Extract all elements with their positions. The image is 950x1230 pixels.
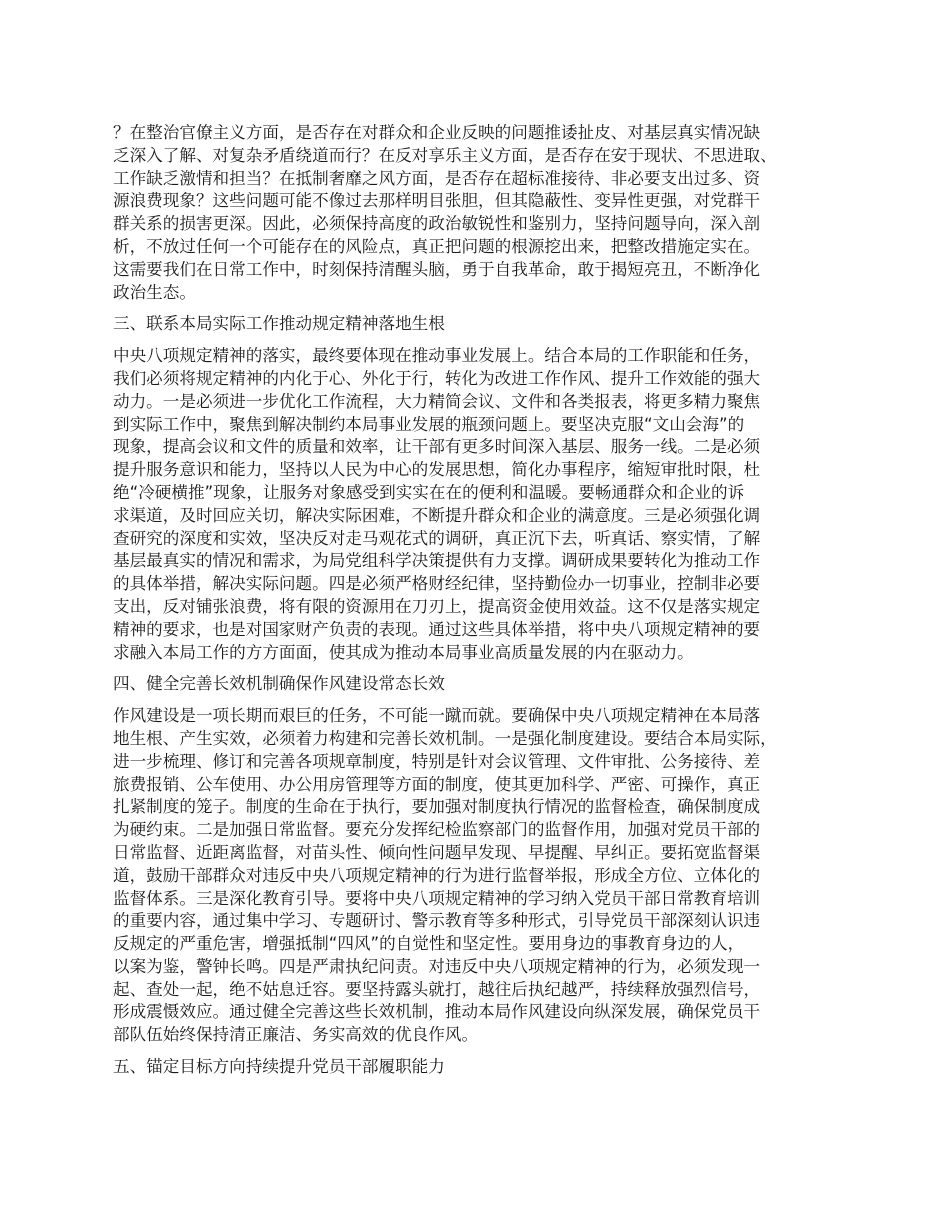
text-line: 群关系的损害更深。因此，必须保持高度的政治敏锐性和鉴别力，坚持问题导向，深入剖	[113, 214, 761, 234]
paragraph-rectification	[113, 122, 853, 304]
text-line: 日常监督、近距离监督，对苗头性、倾向性问题早发现、早提醒、早纠正。要拓宽监督渠	[113, 842, 761, 862]
text-line: 析，不放过任何一个可能存在的风险点，真正把问题的根源挖出来，把整改措施定实在。	[113, 236, 761, 256]
text-line: 中央八项规定精神的落实，最终要体现在推动事业发展上。结合本局的工作职能和任务，	[113, 346, 761, 366]
text-line: 部队伍始终保持清正廉洁、务实高效的优良作风。	[113, 1025, 479, 1045]
text-line: 现象，提高会议和文件的质量和效率，让干部有更多时间深入基层、服务一线。二是必须	[113, 437, 761, 457]
text-line: 进一步梳理、修订和完善各项规章制度，特别是针对会议管理、文件审批、公务接待、差	[113, 751, 761, 771]
text-line: 求融入本局工作的方方面面，使其成为推动本局事业高质量发展的内在驱动力。	[113, 642, 694, 662]
text-line: 反规定的严重危害，增强抵制“四风”的自觉性和坚定性。要用身边的事教育身边的人，	[113, 934, 745, 954]
text-line: 为硬约束。二是加强日常监督。要充分发挥纪检监察部门的监督作用，加强对党员干部的	[113, 820, 761, 840]
text-line: 动力。一是必须进一步优化工作流程，大力精简会议、文件和各类报表，将更多精力聚焦	[113, 391, 761, 411]
text-line: 以案为鉴，警钟长鸣。四是严肃执纪问责。对违反中央八项规定精神的行为，必须发现一	[113, 956, 761, 976]
section-heading-5: 五、锚定目标方向持续提升党员干部履职能力	[113, 1057, 445, 1077]
text-line: 支出，反对铺张浪费，将有限的资源用在刀刃上，提高资金使用效益。这不仅是落实规定	[113, 596, 761, 616]
paragraph-section-4	[113, 705, 853, 1047]
text-line: 的具体举措，解决实际问题。四是必须严格财经纪律，坚持勤俭办一切事业，控制非必要	[113, 574, 761, 594]
text-line: ？在整治官僚主义方面，是否存在对群众和企业反映的问题推诿扯皮、对基层真实情况缺	[113, 123, 761, 142]
text-line: 旅费报销、公车使用、办公用房管理等方面的制度，使其更加科学、严密、可操作，真正	[113, 774, 761, 794]
text-line: 绝“冷硬横推”现象，让服务对象感受到实实在在的便利和温暖。要畅通群众和企业的诉	[113, 482, 745, 502]
section-heading-4: 四、健全完善长效机制确保作风建设常态长效	[113, 674, 445, 694]
text-line: 到实际工作中，聚焦到解决制约本局事业发展的瓶颈问题上。要坚决克服“文山会海”的	[113, 414, 745, 434]
text-line: 道，鼓励干部群众对违反中央八项规定精神的行为进行监督举报，形成全方位、立体化的	[113, 865, 761, 885]
text-line: 起、查处一起，绝不姑息迁容。要坚持露头就打，越往后执纪越严，持续释放强烈信号，	[113, 979, 761, 999]
text-line: 的重要内容，通过集中学习、专题研讨、警示教育等多种形式，引导党员干部深刻认识违	[113, 911, 761, 931]
section-heading-3: 三、联系本局实际工作推动规定精神落地生根	[113, 314, 445, 334]
text-line: 政治生态。	[113, 282, 196, 302]
text-line: 求渠道，及时回应关切，解决实际困难，不断提升群众和企业的满意度。三是必须强化调	[113, 505, 761, 525]
text-line: 形成震慑效应。通过健全完善这些长效机制，推动本局作风建设向纵深发展，确保党员干	[113, 1002, 761, 1022]
text-line: 乏深入了解、对复杂矛盾绕道而行？在反对享乐主义方面，是否存在安于现状、不思进取、	[113, 145, 777, 165]
text-line: 监督体系。三是深化教育引导。要将中央八项规定精神的学习纳入党员干部日常教育培训	[113, 888, 761, 908]
text-line: 基层最真实的情况和需求，为局党组科学决策提供有力支撑。调研成果要转化为推动工作	[113, 551, 761, 571]
document-page	[113, 122, 853, 1079]
text-line: 提升服务意识和能力，坚持以人民为中心的发展思想，简化办事程序，缩短审批时限，杜	[113, 460, 761, 480]
text-line: 地生根、产生实效，必须着力构建和完善长效机制。一是强化制度建设。要结合本局实际，	[113, 728, 777, 748]
text-line: 我们必须将规定精神的内化于心、外化于行，转化为改进工作作风、提升工作效能的强大	[113, 368, 761, 388]
text-line: 工作缺乏激情和担当？在抵制奢靡之风方面，是否存在超标准接待、非必要支出过多、资	[113, 168, 761, 188]
text-line: 查研究的深度和实效，坚决反对走马观花式的调研，真正沉下去，听真话、察实情，了解	[113, 528, 761, 548]
text-line: 源浪费现象？这些问题可能不像过去那样明目张胆，但其隐蔽性、变异性更强，对党群干	[113, 191, 761, 211]
text-line: 这需要我们在日常工作中，时刻保持清醒头脑，勇于自我革命，敢于揭短亮丑，不断净化	[113, 259, 761, 279]
paragraph-section-3	[113, 345, 853, 664]
text-line: 扎紧制度的笼子。制度的生命在于执行，要加强对制度执行情况的监督检查，确保制度成	[113, 797, 761, 817]
text-line: 作风建设是一项长期而艰巨的任务，不可能一蹴而就。要确保中央八项规定精神在本局落	[113, 706, 761, 726]
text-line: 精神的要求，也是对国家财产负责的表现。通过这些具体举措，将中央八项规定精神的要	[113, 619, 761, 639]
